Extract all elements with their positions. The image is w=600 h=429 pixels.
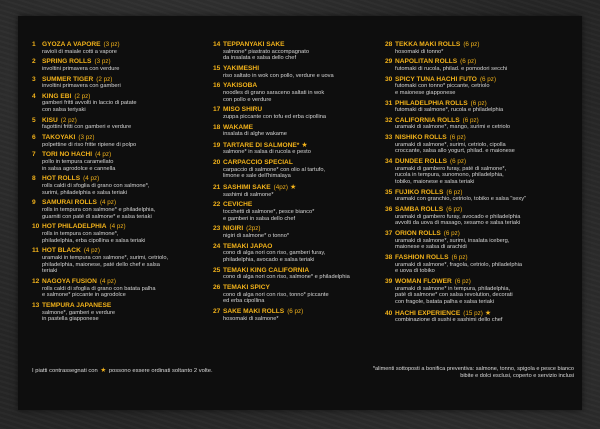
menu-item-name: ORION ROLLS [395, 230, 441, 238]
menu-item-number: 14 [213, 41, 221, 48]
menu-item-description: uramaki di salmone* in tempura, philadelphia, paté di salmone* con salsa revolution, decorati con fragole, batata palha e salsa teriaki [395, 285, 513, 306]
menu-item-number: 23 [213, 225, 221, 233]
menu-item-title [213, 268, 381, 275]
menu-item-name: NIGIRI [223, 225, 244, 233]
menu-item-number: 38 [385, 254, 393, 262]
menu-item-title [385, 279, 565, 286]
menu-item-description: uramaki di salmone*, mango, surimi e cetriolo [395, 124, 511, 131]
menu-item-number: 35 [385, 188, 393, 196]
menu-item-description: rolls in tempura con salmone* e philadelphia, guarniti con paté di salmone* e salsa teriaki [42, 207, 156, 220]
menu-item-pieces: (2 pz) [74, 92, 91, 100]
menu-item-name: TORI NO HACHI [42, 151, 93, 159]
menu-item [385, 101, 565, 114]
menu-item-number: 31 [385, 99, 393, 107]
menu-item-title [32, 279, 202, 286]
menu-item-number: 18 [213, 123, 221, 131]
menu-item-pieces: (4 pz) [95, 151, 112, 159]
menu-item-description: polpettine di riso fritte ripiene di polpo [42, 141, 137, 148]
menu-item-name: TEMAKI JAPAO [223, 242, 273, 250]
menu-item-name: HOT PHILADELPHIA [42, 223, 107, 231]
menu-column-2 [213, 42, 381, 326]
menu-item [213, 244, 381, 264]
menu-item [213, 285, 381, 305]
menu-item-name: HOT ROLLS [42, 175, 81, 183]
menu-item-name: KISU [42, 116, 58, 124]
menu-item [385, 279, 565, 306]
menu-item-title [213, 160, 381, 167]
menu-item [385, 77, 565, 97]
menu-item-description: tocchetti di salmone*, pesce bianco* e gamberi in salsa dello chef [223, 209, 315, 222]
menu-item-title [385, 101, 565, 108]
allergen-note: *alimenti sottoposti a bonifica preventiva: salmone, tonno, spigola e pesce bianco bibite e dolci esclusi, coperto e servizio inclusi [372, 366, 574, 379]
menu-item-title [32, 94, 202, 101]
menu-item-description: uramaki in tempura con salmone*, surimi, cetriolo, philadelphia, maionese, paté dello chef e salsa teriaki [42, 255, 169, 275]
menu-item-pieces: (6 pz) [451, 254, 468, 262]
menu-item-name: NISHIKO ROLLS [395, 134, 447, 142]
menu-item-title [32, 176, 202, 183]
menu-item-pieces: (6 pz) [470, 99, 487, 107]
menu-item-description: pollo in tempura caramellato in salsa agrodolce e cannella [42, 159, 116, 172]
menu-item-pieces: (2pz) [246, 225, 261, 233]
menu-item-number: 33 [385, 134, 393, 142]
menu-item [385, 255, 565, 275]
menu-item-number: 39 [385, 278, 393, 286]
star-icon: ★ [301, 141, 308, 149]
menu-item [385, 310, 565, 324]
menu-item-pieces: (4 pz) [83, 175, 100, 183]
menu-item-title [213, 285, 381, 292]
menu-item [32, 94, 202, 114]
menu-item-title [213, 226, 381, 233]
menu-item-title [385, 135, 565, 142]
menu-item-name: NAPOLITAN ROLLS [395, 58, 458, 66]
menu-item-name: TEMAKI KING CALIFORNIA [223, 266, 310, 274]
menu-item [32, 77, 202, 90]
star-icon: ★ [100, 367, 107, 374]
menu-item-name: WAKAME [223, 123, 254, 131]
menu-item-name: SUMMER TIGER [42, 75, 94, 83]
menu-item-title [32, 200, 202, 207]
menu-item-title [32, 152, 202, 159]
menu-item-title [213, 142, 381, 150]
menu-item-pieces: (4pz) [273, 184, 288, 192]
menu-item-description: combinazione di sushi e sashimi dello chef [395, 317, 503, 324]
menu-item-name: MISO SHIRU [223, 106, 263, 114]
menu-item-title [32, 118, 202, 125]
menu-item-description: insalata di alghe wakame [223, 131, 287, 138]
menu-item-name: YAKIMESHI [223, 65, 260, 72]
menu-item [385, 135, 565, 155]
menu-item [32, 176, 202, 196]
menu-item-number: 37 [385, 230, 393, 238]
menu-item [213, 107, 381, 120]
limit-note [32, 366, 282, 374]
menu-item-name: FASHION ROLLS [395, 254, 449, 262]
menu-item-number: 8 [32, 175, 36, 183]
menu-item-description: rolls caldi di sfoglia di grano con batata palha e salmone* piccante in agrodolce [42, 285, 156, 299]
menu-item-number: 32 [385, 116, 393, 124]
menu-item-description: rolls in tempura con salmone*, philadelphia, erba cipollina e salsa teriaki [42, 231, 146, 244]
menu-item-name: DUNDEE ROLLS [395, 158, 448, 166]
menu-item-description: ravioli di maiale cotti a vapore [42, 48, 117, 55]
menu-item-description: involtini primavera con verdure [42, 65, 120, 72]
menu-item-description: futomaki di rucola, philad. e pomodori secchi [395, 65, 508, 72]
menu-item-name: TAKOYAKI [42, 134, 76, 142]
menu-item-pieces: (3 pz) [78, 134, 95, 142]
menu-item-name: SAMURAI ROLLS [42, 199, 97, 207]
menu-item-title [385, 207, 565, 214]
menu-item [32, 135, 202, 148]
star-icon: ★ [484, 309, 492, 317]
menu-item-title [213, 42, 381, 49]
menu-item [213, 268, 381, 281]
menu-item-pieces: (4 pz) [83, 247, 100, 255]
menu-item [32, 279, 202, 299]
menu-item-name: SPRING ROLLS [42, 58, 92, 66]
menu-item-title [213, 184, 381, 192]
menu-item-title [32, 59, 202, 66]
menu-item-number: 19 [213, 141, 221, 149]
menu-item-number: 11 [32, 247, 39, 255]
menu-item-pieces: (6 pz) [454, 278, 471, 286]
menu-item [213, 160, 381, 180]
menu-item-title [213, 83, 381, 90]
menu-item-description: salmone* in salsa di rucola e pesto [223, 149, 311, 156]
menu-item-description: uramaki di salmone*, surimi, cetriolo, cipolla croccante, salsa allo yogurt, philad. e maionese [395, 141, 515, 155]
menu-item-number: 26 [213, 284, 221, 292]
menu-item-number: 24 [213, 242, 221, 250]
menu-item-pieces: (2 pz) [96, 75, 113, 83]
menu-item [385, 118, 565, 131]
menu-item-name: PHILADELPHIA ROLLS [395, 99, 468, 107]
menu-item [213, 125, 381, 138]
menu-item-name: KING EBI [42, 92, 72, 100]
menu-item-description: futomaki con tonno* piccante, cetriolo e maionese giapponese [395, 83, 490, 96]
menu-item-name: HACHI EXPERIENCE [395, 309, 461, 317]
menu-item [213, 202, 381, 222]
menu-item-number: 34 [385, 158, 393, 166]
menu-item-title [385, 118, 565, 125]
menu-item-title [385, 190, 565, 197]
menu-item-name: CARPACCIO SPECIAL [223, 159, 293, 167]
menu-item [32, 303, 202, 323]
menu-item-number: 7 [32, 151, 36, 159]
menu-column-3 [385, 42, 565, 328]
menu-item-pieces: (6 pz) [443, 230, 460, 238]
menu-item-pieces: (2 pz) [60, 116, 77, 124]
menu-item-pieces: (6 pz) [460, 58, 477, 66]
menu-item-name: TARTARE DI SALMONE* [223, 141, 300, 149]
menu-item-number: 12 [32, 278, 40, 286]
menu-item [385, 231, 565, 251]
menu-item-name: SAKE MAKI ROLLS [223, 308, 285, 316]
menu-item-description: nigiri di salmone* o tonno* [223, 233, 290, 240]
menu-item-description: cono di alga nori con riso, tonno* piccante ed erba cipollina [223, 291, 329, 305]
menu-item-name: TEPPANYAKI SAKE [223, 41, 285, 48]
menu-item-pieces: (3 pz) [94, 58, 111, 66]
menu-item-description: uramaki di gambero furay, avocado e philadelphia avvolti da uova di masago, sesamo e salsa teriaki [395, 213, 521, 227]
menu-item-name: CALIFORNIA ROLLS [395, 116, 460, 124]
menu-item-description: hosomaki di salmone* [223, 315, 279, 322]
menu-item [32, 59, 202, 72]
menu-item [385, 207, 565, 227]
menu-item-number: 4 [32, 92, 36, 100]
menu-item-number: 25 [213, 266, 221, 274]
menu-item-pieces: (3 pz) [103, 41, 120, 48]
menu-item-name: FUJIKO ROLLS [395, 188, 444, 196]
menu-item [213, 42, 381, 62]
menu-item-pieces: (6 pz) [462, 116, 479, 124]
menu-item-description: rolls caldi di sfoglia di grano con salmone*, surimi, philadelphia e salsa teriaki [42, 183, 150, 196]
menu-item-pieces: (6 pz) [446, 188, 463, 196]
menu-item-description: noodles di grano saraceno saltati in wok con pollo e verdure [223, 89, 325, 103]
menu-item-pieces: (6 pz) [463, 41, 480, 48]
menu-item-pieces: (6 pz) [446, 206, 463, 214]
menu-item-number: 28 [385, 41, 393, 48]
menu-item-pieces: (4 pz) [109, 223, 126, 231]
menu-item-name: TEKKA MAKI ROLLS [395, 41, 461, 48]
menu-item-number: 21 [213, 184, 221, 192]
menu-item-description: riso saltato in wok con pollo, verdure e uova [223, 72, 334, 79]
menu-item-title [213, 244, 381, 251]
limit-note-text-start: I piatti contrassegnati con [32, 368, 98, 374]
menu-item-title [32, 248, 202, 255]
menu-item-title [32, 77, 202, 84]
menu-item-title [32, 303, 202, 310]
menu-item-number: 30 [385, 75, 393, 83]
menu-item-title [213, 309, 381, 316]
menu-item-number: 10 [32, 223, 40, 231]
menu-item-number: 15 [213, 65, 221, 72]
menu-item [213, 184, 381, 198]
menu-item-number: 13 [32, 302, 40, 310]
menu-item [385, 190, 565, 203]
menu-item-number: 40 [385, 309, 393, 317]
menu-item-description: salmone*, gamberi e verdure in pastella giapponese [42, 309, 116, 323]
menu-item-title [385, 77, 565, 84]
menu-item-number: 5 [32, 116, 36, 124]
menu-item-name: TEMPURA JAPANESE [42, 302, 112, 310]
menu-item-name: SASHIMI SAKE [223, 184, 271, 192]
menu-item [385, 59, 565, 72]
menu-item-description: zuppa piccante con tofu ed erba cipollina [223, 113, 327, 120]
menu-item-title [385, 310, 565, 318]
menu-item-title [385, 231, 565, 238]
menu-item-pieces: (15 pz) [463, 309, 483, 317]
menu-item-number: 20 [213, 159, 221, 167]
menu-item-number: 36 [385, 206, 393, 214]
menu-item-pieces: (4 pz) [99, 278, 116, 286]
menu-item-pieces: (6 pz) [449, 134, 466, 142]
menu-item-number: 27 [213, 308, 221, 316]
menu-item-number: 9 [32, 199, 36, 207]
menu-item-name: SAMBA ROLLS [395, 206, 444, 214]
menu-item-title [213, 202, 381, 209]
menu-item-number: 6 [32, 134, 36, 142]
menu-item-title [32, 135, 202, 142]
menu-item-description: fagottini fritti con gamberi e verdure [42, 124, 132, 131]
menu-item-name: HOT BLACK [42, 247, 81, 255]
menu-item [32, 118, 202, 131]
menu-item-title [32, 42, 202, 49]
menu-item-title [385, 42, 565, 49]
menu-item [32, 152, 202, 172]
menu-item-number: 29 [385, 58, 393, 66]
menu-item-description: cono di alga nori con riso, salmone* e philadelphia [223, 274, 350, 281]
menu-item [213, 309, 381, 322]
menu-item-number: 1 [32, 41, 36, 48]
menu-item-description: salmone* piastrato accompagnato da insalata e salsa dello chef [223, 48, 309, 62]
menu-item-name: NAGOYA FUSION [42, 278, 97, 286]
menu-item-pieces: (4 pz) [99, 199, 117, 207]
menu-item-description: carpaccio di salmone* con olio al tartufo, limone e sale dell'himalaya [223, 166, 326, 180]
menu-item [32, 200, 202, 220]
menu-item-description: futomaki di salmone*, rucola e philadelphia [395, 107, 504, 114]
menu-item-description: gamberi fritti avvolti in laccio di patate con salsa teriyaki [42, 100, 137, 114]
menu-item [213, 66, 381, 79]
menu-item-pieces: (6 pz) [479, 75, 497, 83]
menu-item-title [213, 107, 381, 114]
menu-item-title [385, 159, 565, 166]
menu-item [213, 226, 381, 239]
menu-item-number: 2 [32, 58, 36, 66]
menu-item-description: cono di alga nori con riso, gamberi furay, philadelphia, avocado e salsa teriaki [223, 250, 326, 264]
menu-item-pieces: (6 pz) [287, 308, 304, 316]
menu-item [32, 248, 202, 275]
menu-item [385, 42, 565, 55]
menu-item-name: WOMAN FLOWER [395, 278, 452, 286]
menu-item-title [213, 125, 381, 132]
menu-item-pieces: (6 pz) [450, 158, 467, 166]
menu-item [32, 224, 202, 244]
menu-item-description: involtini primavera con gamberi [42, 83, 121, 90]
menu-item-name: GYOZA A VAPORE [42, 41, 101, 48]
menu-item-title [385, 255, 565, 262]
menu-item-description: sashimi di salmone* [223, 191, 274, 198]
menu-item-description: uramaki di salmone*, surimi, insalata iceberg, maionese e salsa di arachidi [395, 237, 510, 251]
menu-item-number: 17 [213, 106, 221, 114]
menu-item [32, 42, 202, 55]
menu-item-name: TEMAKI SPICY [223, 284, 270, 292]
menu-item-number: 16 [213, 82, 221, 90]
menu-item-number: 22 [213, 201, 221, 209]
menu-item-name: CEVICHE [223, 201, 253, 209]
menu-item [213, 83, 381, 103]
menu-item-description: uramaki di salmone*, fragola, cetriolo, philadelphia e uova di tobiko [395, 261, 523, 275]
menu-item [213, 142, 381, 156]
menu-item [385, 159, 565, 186]
limit-note-text-end: possono essere ordinati soltanto 2 volte. [108, 368, 213, 374]
star-icon: ★ [290, 184, 297, 192]
menu-item-name: YAKISOBA [223, 82, 258, 90]
menu-item-number: 3 [32, 75, 36, 83]
menu-item-description: uramaki di gambero furay, paté di salmone*, rucola in tempura, sunomono, philadelphia, tobiko, maionese e salsa teriaki [395, 165, 507, 186]
menu-item-title [213, 66, 381, 73]
menu-item-description: uramaki con granchio, cetriolo, tobiko e salsa "sexy" [395, 196, 527, 203]
menu-item-title [32, 224, 202, 231]
menu-item-title [385, 59, 565, 66]
menu-item-name: SPICY TUNA HACHI FUTO [395, 75, 477, 83]
menu-column-1 [32, 42, 202, 327]
menu-item-description: hosomaki di tonno* [395, 48, 444, 55]
